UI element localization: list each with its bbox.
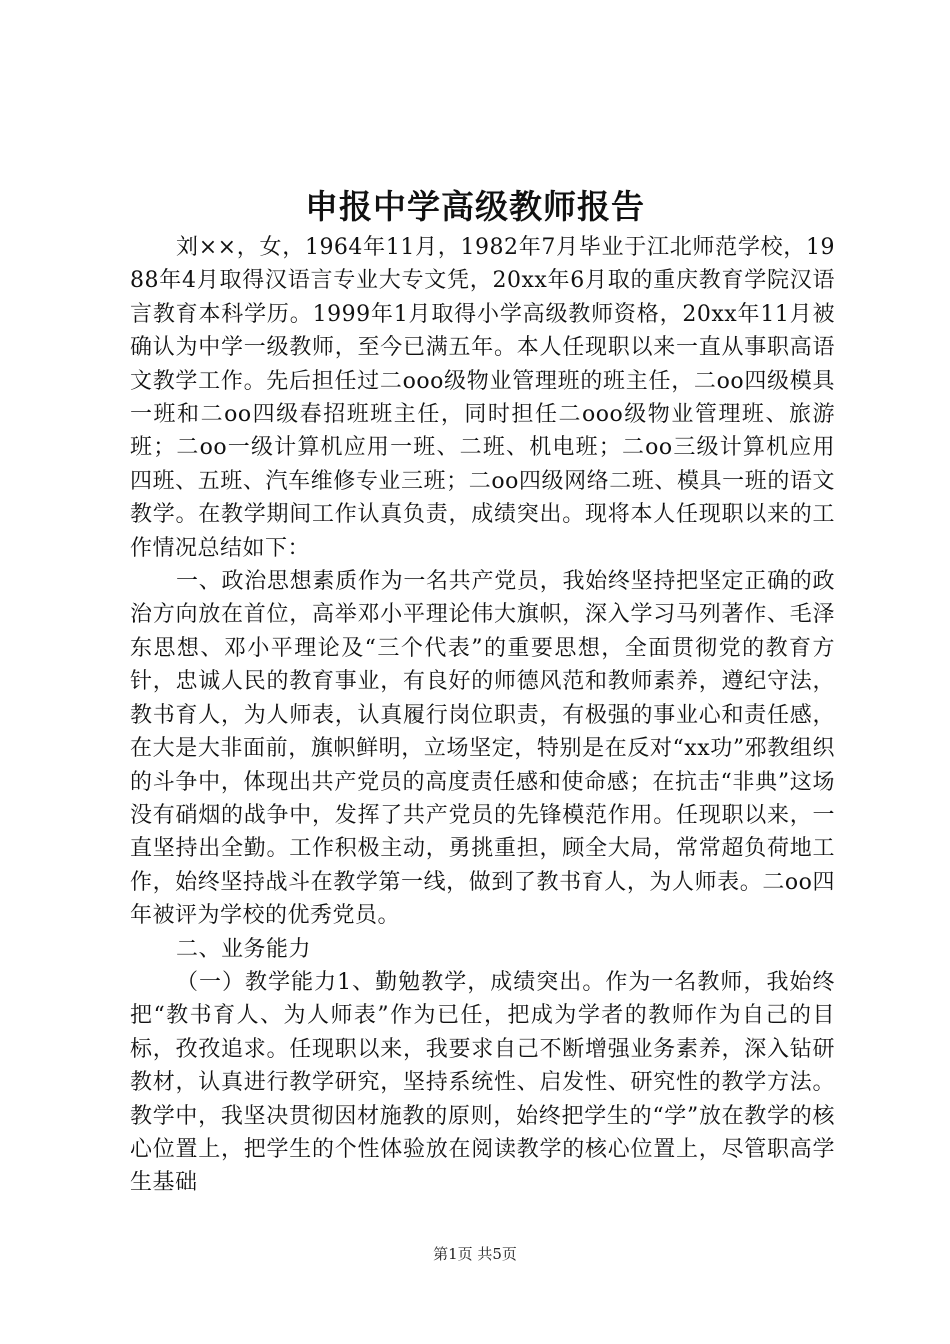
page-number-footer: 第1页 共5页 [433,1245,517,1263]
document-title: 申报中学高级教师报告 [305,187,645,226]
paragraph-teaching-ability: （一）教学能力1、勤勉教学，成绩突出。作为一名教师，我始终把“教书育人、为人师表”作为已任，把成为学者的教师作为自己的目标，孜孜追求。任现职以来，我要求自己不断增强业务素养，深入钻研教材，认真进行教学研究，坚持系统性、启发性、研究性的教学方法。教学中，我坚决贯彻因材施教的原则，始终把学生的“学”放在教学的核心位置上，把学生的个性体验放在阅读教学的核心位置上，尽管职高学生基础 [130,969,835,1196]
paragraph-heading-business-ability: 二、业务能力 [176,936,312,962]
document-body [130,231,835,1200]
paragraph-intro: 刘××，女，1964年11月，1982年7月毕业于江北师范学校，1988年4月取得汉语言专业大专文凭，20xx年6月取的重庆教育学院汉语言教育本科学历。1999年1月取得小学高级教师资格，20xx年11月被确认为中学一级教师，至今已满五年。本人任现职以来一直从事职高语文教学工作。先后担任过二ooo级物业管理班的班主任，二oo四级模具一班和二oo四级春招班班主任，同时担任二ooo级物业管理班、旅游班；二oo一级计算机应用一班、二班、机电班；二oo三级计算机应用四班、五班、汽车维修专业三班；二oo四级网络二班、模具一班的语文教学。在教学期间工作认真负责，成绩突出。现将本人任现职以来的工作情况总结如下： [130,235,835,561]
paragraph-political-quality: 一、政治思想素质作为一名共产党员，我始终坚持把坚定正确的政治方向放在首位，高举邓小平理论伟大旗帜，深入学习马列著作、毛泽东思想、邓小平理论及“三个代表”的重要思想，全面贯彻党的教育方针，忠诚人民的教育事业，有良好的师德风范和教师素养，遵纪守法，教书育人，为人师表，认真履行岗位职责，有极强的事业心和责任感，在大是大非面前，旗帜鲜明，立场坚定，特别是在反对“xx功”邪教组织的斗争中，体现出共产党员的高度责任感和使命感；在抗击“非典”这场没有硝烟的战争中，发挥了共产党员的先锋模范作用。任现职以来，一直坚持出全勤。工作积极主动，勇挑重担，顾全大局，常常超负荷地工作，始终坚持战斗在教学第一线，做到了教书育人，为人师表。二oo四年被评为学校的优秀党员。 [130,569,835,929]
